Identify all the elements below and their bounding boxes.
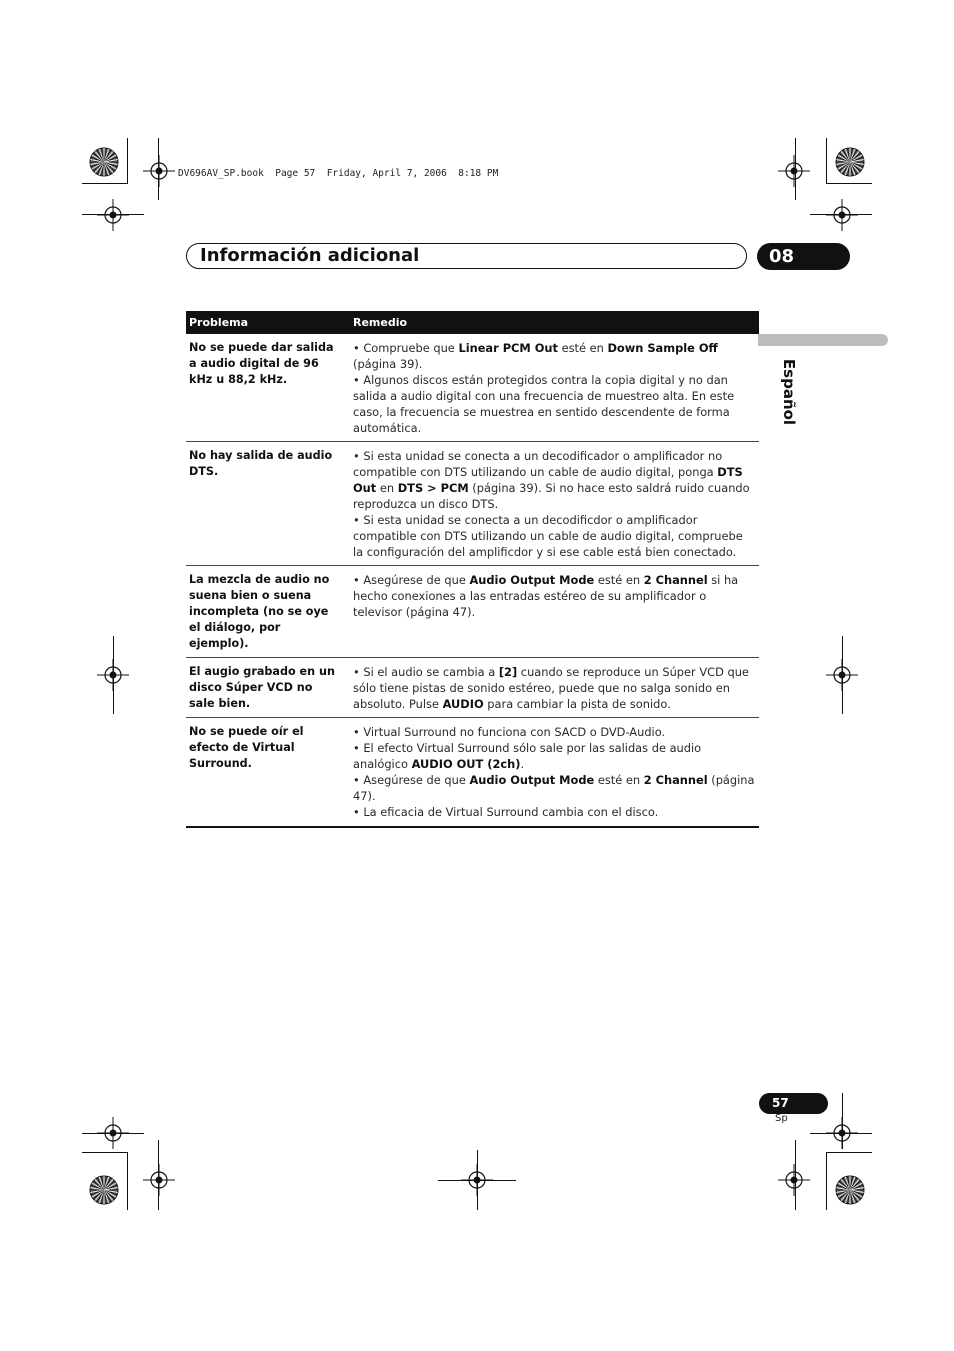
registration-mark-icon <box>143 155 175 187</box>
problem-cell: El augio grabado en un disco Súper VCD no sale bien. <box>186 658 346 718</box>
remedy-text: • Virtual Surround no funciona con SACD o DVD-Audio. <box>353 725 666 739</box>
registration-mark-icon <box>97 1117 129 1149</box>
problem-cell: No hay salida de audio DTS. <box>186 442 346 566</box>
remedy-cell <box>346 442 759 566</box>
color-rosette-icon <box>89 1175 119 1205</box>
crop-line <box>826 138 827 184</box>
remedy-text: • Asegúrese de que <box>353 573 470 587</box>
remedy-text: • Si esta unidad se conecta a un decodificdor o amplificador compatible con DTS utilizando un cable de audio digital, compruebe la configuración del amplificdor y si ese cable está bien conectado. <box>353 513 743 559</box>
language-tab-bar <box>758 334 888 346</box>
remedy-text: (página 39). <box>353 357 423 371</box>
language-tab-label: Español <box>780 358 798 426</box>
column-header-problem: Problema <box>186 311 346 334</box>
remedy-text: si ha hecho conexiones a las entradas estéreo de su amplificador o televisor (página 47). <box>353 573 739 619</box>
table-row <box>186 566 759 658</box>
remedy-text: para cambiar la pista de sonido. <box>483 697 671 711</box>
setting-name: [2] <box>498 665 518 679</box>
column-header-remedy: Remedio <box>346 311 759 334</box>
section-title: Información adicional <box>200 245 420 266</box>
remedy-text: • Algunos discos están protegidos contra la copia digital y no dan salida a audio digital con una frecuencia de muestreo alta. En este caso, la frecuencia se muestrea en sentido descendente de forma automática. <box>353 373 735 435</box>
table-row <box>186 718 759 828</box>
setting-name: Linear PCM Out <box>458 341 558 355</box>
remedy-text: esté en <box>594 773 644 787</box>
table-body <box>186 334 759 827</box>
remedy-text: en <box>376 481 398 495</box>
crop-line <box>113 636 114 714</box>
setting-name: AUDIO <box>442 697 484 711</box>
remedy-item <box>353 772 755 804</box>
crop-line <box>82 183 128 184</box>
color-rosette-icon <box>89 147 119 177</box>
remedy-item <box>353 724 755 740</box>
table-row <box>186 442 759 566</box>
page-number: 57 <box>772 1096 789 1110</box>
setting-name: Audio Output Mode <box>469 773 595 787</box>
remedy-text: (página 39). Si no hace esto saldrá ruido cuando reproduzca un disco DTS. <box>353 481 750 511</box>
setting-name: 2 Channel <box>643 773 708 787</box>
registration-mark-icon <box>778 155 810 187</box>
page-language-code: Sp <box>775 1113 788 1124</box>
problem-cell: No se puede dar salida a audio digital de 96 kHz u 88,2 kHz. <box>186 334 346 442</box>
remedy-text: • La eficacia de Virtual Surround cambia con el disco. <box>353 805 659 819</box>
crop-line <box>842 636 843 714</box>
registration-mark-icon <box>826 1117 858 1149</box>
setting-name: 2 Channel <box>643 573 708 587</box>
crop-line <box>127 1152 128 1210</box>
remedy-text: esté en <box>594 573 644 587</box>
remedy-item <box>353 340 755 372</box>
remedy-text: (página 47). <box>353 773 755 803</box>
crop-line <box>826 1152 827 1210</box>
table-row <box>186 658 759 718</box>
crop-line <box>826 183 872 184</box>
table-row <box>186 334 759 442</box>
color-rosette-icon <box>835 147 865 177</box>
remedy-item <box>353 804 755 820</box>
remedy-cell <box>346 566 759 658</box>
registration-mark-icon <box>778 1164 810 1196</box>
remedy-text: cuando se reproduce un Súper VCD que sólo tiene pistas de sonido estéreo, puede que no salga sonido en absoluto. Pulse <box>353 665 749 711</box>
remedy-text: • El efecto Virtual Surround sólo sale por las salidas de audio analógico <box>353 741 702 771</box>
table-header-row <box>186 311 759 334</box>
color-rosette-icon <box>835 1175 865 1205</box>
remedy-item <box>353 448 755 512</box>
remedy-text: esté en <box>557 341 608 355</box>
setting-name: Down Sample Off <box>607 341 718 355</box>
remedy-text: • Si el audio se cambia a <box>353 665 499 679</box>
remedy-text: . <box>520 757 525 771</box>
print-info-line: DV696AV_SP.book Page 57 Friday, April 7, 2006 8:18 PM <box>178 168 499 179</box>
remedy-text: • Compruebe que <box>353 341 459 355</box>
remedy-cell <box>346 334 759 442</box>
setting-name: Audio Output Mode <box>469 573 595 587</box>
setting-name: DTS > PCM <box>397 481 469 495</box>
remedy-item <box>353 664 755 712</box>
remedy-item <box>353 572 755 620</box>
page-number-badge <box>759 1093 828 1114</box>
remedy-item <box>353 372 755 436</box>
problem-cell: No se puede oír el efecto de Virtual Surround. <box>186 718 346 828</box>
registration-mark-icon <box>826 199 858 231</box>
remedy-text: • Si esta unidad se conecta a un decodificador o amplificador no compatible con DTS utilizando un cable de audio digital, ponga <box>353 449 723 479</box>
remedy-cell <box>346 658 759 718</box>
setting-name: DTS Out <box>353 465 743 495</box>
crop-line <box>127 138 128 184</box>
setting-name: AUDIO OUT (2ch) <box>411 757 521 771</box>
registration-mark-icon <box>97 199 129 231</box>
registration-mark-icon <box>143 1164 175 1196</box>
problem-cell: La mezcla de audio no suena bien o suena incompleta (no se oye el diálogo, por ejemplo). <box>186 566 346 658</box>
crop-line <box>82 1152 128 1153</box>
remedy-cell <box>346 718 759 828</box>
remedy-item <box>353 512 755 560</box>
troubleshooting-table <box>186 311 759 828</box>
chapter-number: 08 <box>769 246 795 267</box>
remedy-item <box>353 740 755 772</box>
crop-line <box>826 1152 872 1153</box>
crop-line <box>477 1150 478 1210</box>
remedy-text: • Asegúrese de que <box>353 773 470 787</box>
